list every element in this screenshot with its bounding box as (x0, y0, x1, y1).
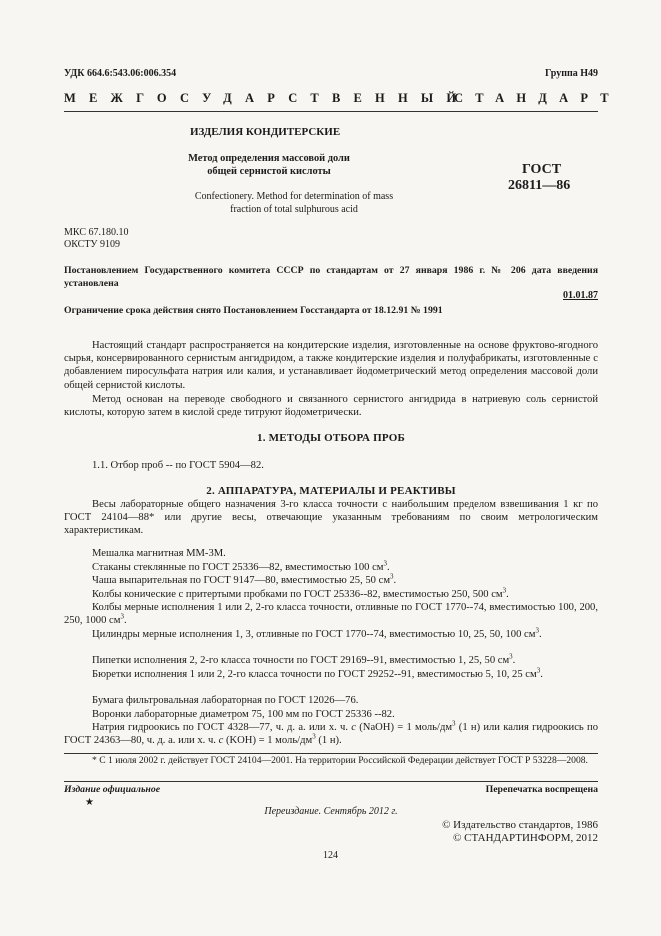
equipment-burettes: Бюретки исполнения 1 или 2, 2-го класса точности по ГОСТ 29252--91, вместимостью 5, 10, 25 $см^3$. (92, 666, 543, 680)
banner-interstate: МЕЖГОСУДАРСТВЕННЫЙ (64, 91, 470, 105)
decree-text: Постановлением Государственного комитета СССР по стандартам от 27 января 1986 г. № 206 дата введения установлена (64, 265, 598, 289)
equipment-evaporating-dish: Чаша выпарительная по ГОСТ 9147—80, вместимостью 25, 50 $см^3$. (92, 572, 397, 586)
limitation-note: Ограничение срока действия снято Постановлением Госстандарта от 18.12.91 № 1991 (64, 305, 443, 316)
subtitle-line-1: Метод определения массовой доли (188, 153, 350, 164)
section-2-heading: 2. АППАРАТУРА, МАТЕРИАЛЫ И РЕАКТИВЫ (206, 485, 456, 497)
page-number: 124 (323, 850, 338, 861)
document-title: ИЗДЕЛИЯ КОНДИТЕРСКИЕ (190, 126, 341, 138)
equipment-pipettes: Пипетки исполнения 2, 2-го класса точности по ГОСТ 29169--91, вместимостью 1, 25, 50 $см^3$. (92, 652, 516, 666)
intro-paragraph-1: Настоящий стандарт распространяется на кондитерские изделия, изготовленные на основе фруктово-ягодного сырья, консервированного сернистым ангидридом, а также кондитерские изделия и полуфабрикаты, изготовленные с добавлением пиросульфата натрия или калия, и устанавливает йодометрический метод определения массовой доли общей сернистой кислоты. (64, 340, 598, 391)
footnote-rule (64, 753, 598, 754)
okstu-code: ОКСТУ 9109 (64, 239, 121, 250)
footer-rule (64, 781, 598, 782)
gost-number: 26811—86 (508, 178, 571, 193)
star-mark: ★ (85, 797, 94, 808)
gost-label: ГОСТ (522, 162, 562, 177)
mks-code: МКС 67.180.10 (64, 227, 129, 238)
intro-paragraph-2: Метод основан на переводе свободного и связанного сернистого ангидрида в натриевую соль сернистой кислоты, которую затем в кислой среде титруют йодометрически. (64, 394, 598, 419)
reissue-note: Переиздание. Сентябрь 2012 г. (264, 806, 398, 817)
official-edition-label: Издание официальное (64, 784, 161, 795)
copyright-2012: © СТАНДАРТИНФОРМ, 2012 (453, 832, 598, 844)
header-rule (64, 111, 598, 112)
equipment-funnels: Воронки лабораторные диаметром 75, 100 мм по ГОСТ 25336 --82. (92, 709, 395, 720)
equipment-stirrer: Мешалка магнитная ММ-3М. (92, 548, 226, 559)
udk-code: УДК 664.6:543.06:006.354 (64, 68, 177, 79)
equipment-conical-flasks: Колбы конические с притертыми пробками по ГОСТ 25336--82, вместимостью 250, 500 $см^3$. (92, 586, 509, 600)
equipment-beakers: Стаканы стеклянные по ГОСТ 25336—82, вместимостью 100 $см^3$. (92, 559, 390, 573)
banner-standard: СТАНДАРТ (454, 91, 621, 105)
equipment-volumetric-flasks: Колбы мерные исполнения 1 или 2, 2-го класса точности, отливные по ГОСТ 1770--74, вместимостью 100, 200, 250, 1000 $см^3$. (64, 602, 598, 627)
reprint-prohibited-label: Перепечатка воспрещена (485, 784, 598, 795)
equipment-filter-paper: Бумага фильтровальная лабораторная по ГОСТ 12026—76. (92, 695, 359, 706)
footnote: * С 1 июля 2002 г. действует ГОСТ 24104—2001. На территории Российской Федерации действует ГОСТ Р 53228—2008. (92, 755, 588, 766)
subtitle-line-2: общей сернистой кислоты (207, 166, 331, 177)
equipment-scales: Весы лабораторные общего назначения 3-го класса точности с наибольшим пределом взвешивания 1 кг по ГОСТ 24104—88* или другие весы, отвечающие указанным требованиям по своим метрологическим характеристикам. (64, 499, 598, 537)
copyright-1986: © Издательство стандартов, 1986 (442, 819, 598, 831)
introduction-date: 01.01.87 (563, 290, 598, 301)
section-1-heading: 1. МЕТОДЫ ОТБОРА ПРОБ (257, 432, 405, 444)
reagent-hydroxides: Натрия гидроокись по ГОСТ 4328—77, ч. д. а. или х. ч. c (NaOH) = 1 моль/$дм^3$ (1 н) или калия гидроокись по ГОСТ 24363—80, ч. д. а. или х. ч. c (KOH) = 1 моль/$дм^3$ (1 н). (64, 719, 598, 747)
english-title-line-1: Confectionery. Method for determination of mass (194, 191, 394, 202)
group-code: Группа Н49 (545, 68, 598, 79)
english-title-line-2: fraction of total sulphurous acid (230, 204, 358, 215)
section-1-item: 1.1. Отбор проб -- по ГОСТ 5904—82. (92, 460, 264, 471)
equipment-cylinders: Цилиндры мерные исполнения 1, 3, отливные по ГОСТ 1770--74, вместимостью 10, 25, 50, 100 $см^3$. (92, 626, 542, 640)
